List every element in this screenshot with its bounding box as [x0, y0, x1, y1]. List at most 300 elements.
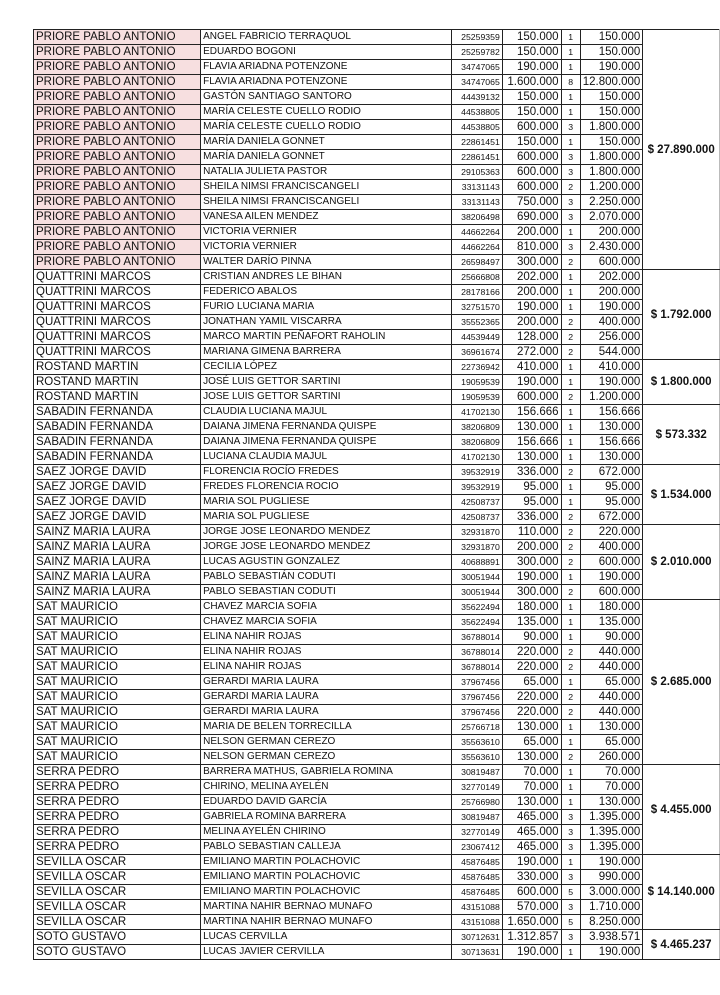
dni-cell: 22861451: [452, 150, 502, 165]
subtotal-cell: 440.000: [580, 660, 643, 675]
responsable-cell: SAINZ MARIA LAURA: [34, 585, 201, 600]
amount-cell: 65.000: [502, 735, 561, 750]
responsable-cell: SAT MAURICIO: [34, 705, 201, 720]
subtotal-cell: 1.800.000: [580, 165, 643, 180]
amount-cell: 750.000: [502, 195, 561, 210]
dni-cell: 22736942: [452, 360, 502, 375]
quantity-cell: 1: [561, 855, 580, 870]
beneficiary-name-cell: MARTINA NAHIR BERNAO MUNAFO: [201, 915, 452, 930]
amount-cell: 570.000: [502, 900, 561, 915]
amount-cell: 600.000: [502, 150, 561, 165]
beneficiary-name-cell: JORGE JOSE LEONARDO MENDEZ: [201, 525, 452, 540]
dni-cell: 30819487: [452, 765, 502, 780]
beneficiary-name-cell: MELINA AYELÉN CHIRINO: [201, 825, 452, 840]
group-total-cell: $ 2.685.000: [643, 600, 720, 765]
table-row: [34, 750, 720, 765]
beneficiary-name-cell: FREDES FLORENCIA ROCIO: [201, 480, 452, 495]
responsable-cell: SEVILLA OSCAR: [34, 885, 201, 900]
quantity-cell: 1: [561, 780, 580, 795]
dni-cell: 35552365: [452, 315, 502, 330]
dni-cell: 38206809: [452, 420, 502, 435]
responsable-cell: QUATTRINI MARCOS: [34, 315, 201, 330]
amount-cell: 336.000: [502, 510, 561, 525]
subtotal-cell: 70.000: [580, 765, 643, 780]
dni-cell: 36961674: [452, 345, 502, 360]
quantity-cell: 1: [561, 945, 580, 960]
dni-cell: 25766980: [452, 795, 502, 810]
table-row: [34, 150, 720, 165]
subtotal-cell: 3.000.000: [580, 885, 643, 900]
table-row: [34, 510, 720, 525]
subtotal-cell: 1.200.000: [580, 180, 643, 195]
responsable-cell: SAEZ JORGE DAVID: [34, 465, 201, 480]
quantity-cell: 1: [561, 225, 580, 240]
beneficiary-name-cell: PABLO SEBASTIAN CALLEJA: [201, 840, 452, 855]
responsable-cell: PRIORE PABLO ANTONIO: [34, 60, 201, 75]
subtotal-cell: 8.250.000: [580, 915, 643, 930]
amount-cell: 156.666: [502, 405, 561, 420]
responsable-cell: SERRA PEDRO: [34, 840, 201, 855]
beneficiary-name-cell: MARTINA NAHIR BERNAO MUNAFO: [201, 900, 452, 915]
amount-cell: 600.000: [502, 390, 561, 405]
quantity-cell: 5: [561, 915, 580, 930]
subtotal-cell: 90.000: [580, 630, 643, 645]
table-row: [34, 870, 720, 885]
amount-cell: 180.000: [502, 600, 561, 615]
responsable-cell: QUATTRINI MARCOS: [34, 345, 201, 360]
quantity-cell: 2: [561, 345, 580, 360]
beneficiary-name-cell: LUCAS JAVIER CERVILLA: [201, 945, 452, 960]
subtotal-cell: 65.000: [580, 675, 643, 690]
subtotal-cell: 150.000: [580, 135, 643, 150]
table-row: [34, 120, 720, 135]
amount-cell: 600.000: [502, 885, 561, 900]
dni-cell: 45876485: [452, 885, 502, 900]
quantity-cell: 1: [561, 30, 580, 45]
subtotal-cell: 95.000: [580, 480, 643, 495]
dni-cell: 36788014: [452, 645, 502, 660]
dni-cell: 22861451: [452, 135, 502, 150]
table-row: [34, 240, 720, 255]
beneficiary-name-cell: FEDERICO ABALOS: [201, 285, 452, 300]
beneficiary-name-cell: JOSE LUIS GETTOR SARTINI: [201, 390, 452, 405]
beneficiary-name-cell: CECILIA LÓPEZ: [201, 360, 452, 375]
beneficiary-name-cell: MARÍA CELESTE CUELLO RODIO: [201, 120, 452, 135]
subtotal-cell: 600.000: [580, 255, 643, 270]
table-row: [34, 285, 720, 300]
subtotal-cell: 2.070.000: [580, 210, 643, 225]
table-row: [34, 420, 720, 435]
quantity-cell: 3: [561, 825, 580, 840]
beneficiary-name-cell: MARIANA GIMENA BARRERA: [201, 345, 452, 360]
subtotal-cell: 1.800.000: [580, 120, 643, 135]
subtotal-cell: 190.000: [580, 570, 643, 585]
table-row: [34, 660, 720, 675]
quantity-cell: 2: [561, 585, 580, 600]
responsable-cell: PRIORE PABLO ANTONIO: [34, 210, 201, 225]
quantity-cell: 3: [561, 150, 580, 165]
subtotal-cell: 672.000: [580, 465, 643, 480]
amount-cell: 190.000: [502, 60, 561, 75]
quantity-cell: 3: [561, 900, 580, 915]
amount-cell: 128.000: [502, 330, 561, 345]
subtotal-cell: 2.430.000: [580, 240, 643, 255]
subtotal-cell: 190.000: [580, 375, 643, 390]
responsable-cell: ROSTAND MARTIN: [34, 375, 201, 390]
responsable-cell: SAT MAURICIO: [34, 675, 201, 690]
table-row: [34, 720, 720, 735]
table-row: [34, 735, 720, 750]
quantity-cell: 2: [561, 660, 580, 675]
quantity-cell: 1: [561, 405, 580, 420]
responsable-cell: PRIORE PABLO ANTONIO: [34, 150, 201, 165]
subtotal-cell: 1.395.000: [580, 840, 643, 855]
dni-cell: 32931870: [452, 525, 502, 540]
beneficiary-name-cell: EDUARDO DAVID GARCÍA: [201, 795, 452, 810]
quantity-cell: 2: [561, 510, 580, 525]
quantity-cell: 1: [561, 90, 580, 105]
subtotal-cell: 2.250.000: [580, 195, 643, 210]
amount-cell: 200.000: [502, 225, 561, 240]
beneficiary-name-cell: ELINA NAHIR ROJAS: [201, 645, 452, 660]
quantity-cell: 1: [561, 45, 580, 60]
table-row: [34, 390, 720, 405]
table-row: [34, 555, 720, 570]
amount-cell: 220.000: [502, 645, 561, 660]
responsable-cell: SAT MAURICIO: [34, 630, 201, 645]
responsable-cell: PRIORE PABLO ANTONIO: [34, 135, 201, 150]
table-row: [34, 675, 720, 690]
dni-cell: 25766718: [452, 720, 502, 735]
table-row: [34, 210, 720, 225]
responsable-cell: PRIORE PABLO ANTONIO: [34, 255, 201, 270]
amount-cell: 95.000: [502, 495, 561, 510]
amount-cell: 600.000: [502, 165, 561, 180]
amount-cell: 110.000: [502, 525, 561, 540]
beneficiary-name-cell: ELINA NAHIR ROJAS: [201, 630, 452, 645]
subtotal-cell: 156.666: [580, 435, 643, 450]
table-row: [34, 705, 720, 720]
beneficiary-name-cell: EDUARDO BOGONI: [201, 45, 452, 60]
quantity-cell: 5: [561, 885, 580, 900]
table-row: [34, 105, 720, 120]
table-row: [34, 180, 720, 195]
amount-cell: 600.000: [502, 120, 561, 135]
table-row: [34, 90, 720, 105]
amount-cell: 690.000: [502, 210, 561, 225]
beneficiary-name-cell: MARÍA DANIELA GONNET: [201, 135, 452, 150]
table-row: [34, 480, 720, 495]
quantity-cell: 2: [561, 330, 580, 345]
quantity-cell: 1: [561, 765, 580, 780]
quantity-cell: 1: [561, 420, 580, 435]
subtotal-cell: 190.000: [580, 60, 643, 75]
table-row: [34, 840, 720, 855]
subtotal-cell: 400.000: [580, 540, 643, 555]
beneficiary-name-cell: DAIANA JIMENA FERNANDA QUISPE: [201, 420, 452, 435]
table-row: [34, 600, 720, 615]
table-row: [34, 585, 720, 600]
dni-cell: 44539449: [452, 330, 502, 345]
subtotal-cell: 180.000: [580, 600, 643, 615]
quantity-cell: 2: [561, 465, 580, 480]
responsable-cell: PRIORE PABLO ANTONIO: [34, 195, 201, 210]
responsable-cell: SAEZ JORGE DAVID: [34, 510, 201, 525]
quantity-cell: 3: [561, 195, 580, 210]
subtotal-cell: 672.000: [580, 510, 643, 525]
dni-cell: 41702130: [452, 450, 502, 465]
table-row: [34, 225, 720, 240]
group-total-cell: $ 4.465.237: [643, 930, 720, 960]
subtotal-cell: 130.000: [580, 795, 643, 810]
beneficiary-name-cell: VICTORIA VERNIER: [201, 225, 452, 240]
beneficiary-name-cell: FLAVIA ARIADNA POTENZONE: [201, 60, 452, 75]
dni-cell: 44538805: [452, 120, 502, 135]
beneficiary-name-cell: MARIA SOL PUGLIESE: [201, 495, 452, 510]
beneficiary-name-cell: CHAVEZ MARCIA SOFIA: [201, 615, 452, 630]
group-total-cell: $ 1.792.000: [643, 270, 720, 360]
table-row: [34, 165, 720, 180]
amount-cell: 1.650.000: [502, 915, 561, 930]
beneficiary-name-cell: BARRERA MATHUS, GABRIELA ROMINA: [201, 765, 452, 780]
beneficiary-name-cell: VICTORIA VERNIER: [201, 240, 452, 255]
beneficiary-name-cell: EMILIANO MARTIN POLACHOVIC: [201, 855, 452, 870]
dni-cell: 33131143: [452, 180, 502, 195]
subtotal-cell: 156.666: [580, 405, 643, 420]
table-row: [34, 375, 720, 390]
quantity-cell: 1: [561, 60, 580, 75]
amount-cell: 300.000: [502, 585, 561, 600]
beneficiary-name-cell: ELINA NAHIR ROJAS: [201, 660, 452, 675]
subtotal-cell: 1.200.000: [580, 390, 643, 405]
quantity-cell: 1: [561, 600, 580, 615]
amount-cell: 220.000: [502, 690, 561, 705]
beneficiary-name-cell: LUCAS AGUSTIN GONZALEZ: [201, 555, 452, 570]
dni-cell: 38206498: [452, 210, 502, 225]
amount-cell: 65.000: [502, 675, 561, 690]
table-row: [34, 855, 720, 870]
subtotal-cell: 150.000: [580, 105, 643, 120]
dni-cell: 32931870: [452, 540, 502, 555]
responsable-cell: ROSTAND MARTIN: [34, 390, 201, 405]
table-row: [34, 780, 720, 795]
amount-cell: 220.000: [502, 705, 561, 720]
subtotal-cell: 150.000: [580, 30, 643, 45]
payments-table: [33, 29, 720, 960]
table-row: [34, 525, 720, 540]
table-row: [34, 795, 720, 810]
amount-cell: 135.000: [502, 615, 561, 630]
dni-cell: 33131143: [452, 195, 502, 210]
responsable-cell: SAT MAURICIO: [34, 660, 201, 675]
table-row: [34, 330, 720, 345]
dni-cell: 37967456: [452, 690, 502, 705]
responsable-cell: SERRA PEDRO: [34, 825, 201, 840]
quantity-cell: 3: [561, 870, 580, 885]
quantity-cell: 1: [561, 435, 580, 450]
responsable-cell: QUATTRINI MARCOS: [34, 270, 201, 285]
responsable-cell: SABADIN FERNANDA: [34, 420, 201, 435]
table-row: [34, 315, 720, 330]
subtotal-cell: 190.000: [580, 945, 643, 960]
quantity-cell: 1: [561, 795, 580, 810]
table-row: [34, 60, 720, 75]
table-row: [34, 255, 720, 270]
beneficiary-name-cell: JOSÉ LUIS GETTOR SARTINI: [201, 375, 452, 390]
quantity-cell: 1: [561, 480, 580, 495]
group-total-cell: $ 14.140.000: [643, 855, 720, 930]
subtotal-cell: 600.000: [580, 555, 643, 570]
quantity-cell: 3: [561, 210, 580, 225]
beneficiary-name-cell: PABLO SEBASTIAN CODUTI: [201, 585, 452, 600]
responsable-cell: PRIORE PABLO ANTONIO: [34, 165, 201, 180]
responsable-cell: SEVILLA OSCAR: [34, 855, 201, 870]
group-total-cell: $ 4.455.000: [643, 765, 720, 855]
table-row: [34, 360, 720, 375]
dni-cell: 32770149: [452, 825, 502, 840]
responsable-cell: SAINZ MARIA LAURA: [34, 525, 201, 540]
table-row: [34, 810, 720, 825]
responsable-cell: SERRA PEDRO: [34, 780, 201, 795]
beneficiary-name-cell: PABLO SEBASTIÁN CODUTI: [201, 570, 452, 585]
dni-cell: 42508737: [452, 495, 502, 510]
dni-cell: 44538805: [452, 105, 502, 120]
table-row: [34, 615, 720, 630]
dni-cell: 44662264: [452, 240, 502, 255]
group-total-cell: $ 573.332: [643, 405, 720, 465]
table-row: [34, 75, 720, 90]
dni-cell: 42508737: [452, 510, 502, 525]
subtotal-cell: 440.000: [580, 645, 643, 660]
subtotal-cell: 130.000: [580, 720, 643, 735]
beneficiary-name-cell: NELSON GERMAN CEREZO: [201, 735, 452, 750]
dni-cell: 43151088: [452, 900, 502, 915]
quantity-cell: 2: [561, 540, 580, 555]
table-row: [34, 690, 720, 705]
quantity-cell: 8: [561, 75, 580, 90]
table-row: [34, 540, 720, 555]
amount-cell: 465.000: [502, 825, 561, 840]
quantity-cell: 3: [561, 930, 580, 945]
amount-cell: 300.000: [502, 555, 561, 570]
subtotal-cell: 3.938.571: [580, 930, 643, 945]
beneficiary-name-cell: GERARDI MARIA LAURA: [201, 690, 452, 705]
amount-cell: 70.000: [502, 780, 561, 795]
responsable-cell: SAT MAURICIO: [34, 750, 201, 765]
amount-cell: 200.000: [502, 315, 561, 330]
amount-cell: 600.000: [502, 180, 561, 195]
quantity-cell: 3: [561, 840, 580, 855]
dni-cell: 36788014: [452, 630, 502, 645]
dni-cell: 45876485: [452, 870, 502, 885]
dni-cell: 35622494: [452, 600, 502, 615]
table-row: [34, 465, 720, 480]
amount-cell: 130.000: [502, 795, 561, 810]
subtotal-cell: 130.000: [580, 420, 643, 435]
subtotal-cell: 200.000: [580, 225, 643, 240]
amount-cell: 130.000: [502, 420, 561, 435]
responsable-cell: SERRA PEDRO: [34, 765, 201, 780]
beneficiary-name-cell: SHEILA NIMSI FRANCISCANGELI: [201, 195, 452, 210]
quantity-cell: 3: [561, 810, 580, 825]
quantity-cell: 1: [561, 375, 580, 390]
table-row: [34, 885, 720, 900]
dni-cell: 44439132: [452, 90, 502, 105]
quantity-cell: 3: [561, 165, 580, 180]
amount-cell: 150.000: [502, 30, 561, 45]
dni-cell: 25259359: [452, 30, 502, 45]
subtotal-cell: 150.000: [580, 45, 643, 60]
payments-table-body: [34, 30, 720, 960]
subtotal-cell: 200.000: [580, 285, 643, 300]
subtotal-cell: 70.000: [580, 780, 643, 795]
responsable-cell: QUATTRINI MARCOS: [34, 300, 201, 315]
quantity-cell: 1: [561, 615, 580, 630]
amount-cell: 150.000: [502, 135, 561, 150]
table-row: [34, 495, 720, 510]
amount-cell: 300.000: [502, 255, 561, 270]
dni-cell: 30051944: [452, 570, 502, 585]
subtotal-cell: 410.000: [580, 360, 643, 375]
responsable-cell: SAINZ MARIA LAURA: [34, 555, 201, 570]
dni-cell: 26598497: [452, 255, 502, 270]
amount-cell: 130.000: [502, 750, 561, 765]
subtotal-cell: 1.800.000: [580, 150, 643, 165]
amount-cell: 150.000: [502, 90, 561, 105]
amount-cell: 200.000: [502, 540, 561, 555]
amount-cell: 190.000: [502, 855, 561, 870]
subtotal-cell: 190.000: [580, 855, 643, 870]
group-total-cell: $ 27.890.000: [643, 30, 720, 270]
beneficiary-name-cell: LUCIANA CLAUDIA MAJUL: [201, 450, 452, 465]
quantity-cell: 2: [561, 315, 580, 330]
dni-cell: 30713631: [452, 945, 502, 960]
amount-cell: 810.000: [502, 240, 561, 255]
beneficiary-name-cell: FLAVIA ARIADNA POTENZONE: [201, 75, 452, 90]
quantity-cell: 1: [561, 135, 580, 150]
responsable-cell: SAINZ MARIA LAURA: [34, 570, 201, 585]
responsable-cell: SABADIN FERNANDA: [34, 435, 201, 450]
dni-cell: 19059539: [452, 375, 502, 390]
subtotal-cell: 440.000: [580, 705, 643, 720]
responsable-cell: SERRA PEDRO: [34, 795, 201, 810]
amount-cell: 202.000: [502, 270, 561, 285]
amount-cell: 272.000: [502, 345, 561, 360]
amount-cell: 410.000: [502, 360, 561, 375]
responsable-cell: PRIORE PABLO ANTONIO: [34, 45, 201, 60]
subtotal-cell: 1.395.000: [580, 825, 643, 840]
dni-cell: 29105363: [452, 165, 502, 180]
amount-cell: 150.000: [502, 45, 561, 60]
beneficiary-name-cell: VANESA AILEN MENDEZ: [201, 210, 452, 225]
beneficiary-name-cell: MARÍA DANIELA GONNET: [201, 150, 452, 165]
dni-cell: 32751570: [452, 300, 502, 315]
quantity-cell: 1: [561, 105, 580, 120]
quantity-cell: 2: [561, 180, 580, 195]
dni-cell: 40688891: [452, 555, 502, 570]
quantity-cell: 1: [561, 570, 580, 585]
quantity-cell: 1: [561, 360, 580, 375]
beneficiary-name-cell: MARIA DE BELEN TORRECILLA: [201, 720, 452, 735]
responsable-cell: PRIORE PABLO ANTONIO: [34, 120, 201, 135]
dni-cell: 30051944: [452, 585, 502, 600]
amount-cell: 1.312.857: [502, 930, 561, 945]
responsable-cell: SAT MAURICIO: [34, 645, 201, 660]
responsable-cell: SAT MAURICIO: [34, 720, 201, 735]
quantity-cell: 2: [561, 750, 580, 765]
responsable-cell: SAEZ JORGE DAVID: [34, 495, 201, 510]
amount-cell: 336.000: [502, 465, 561, 480]
